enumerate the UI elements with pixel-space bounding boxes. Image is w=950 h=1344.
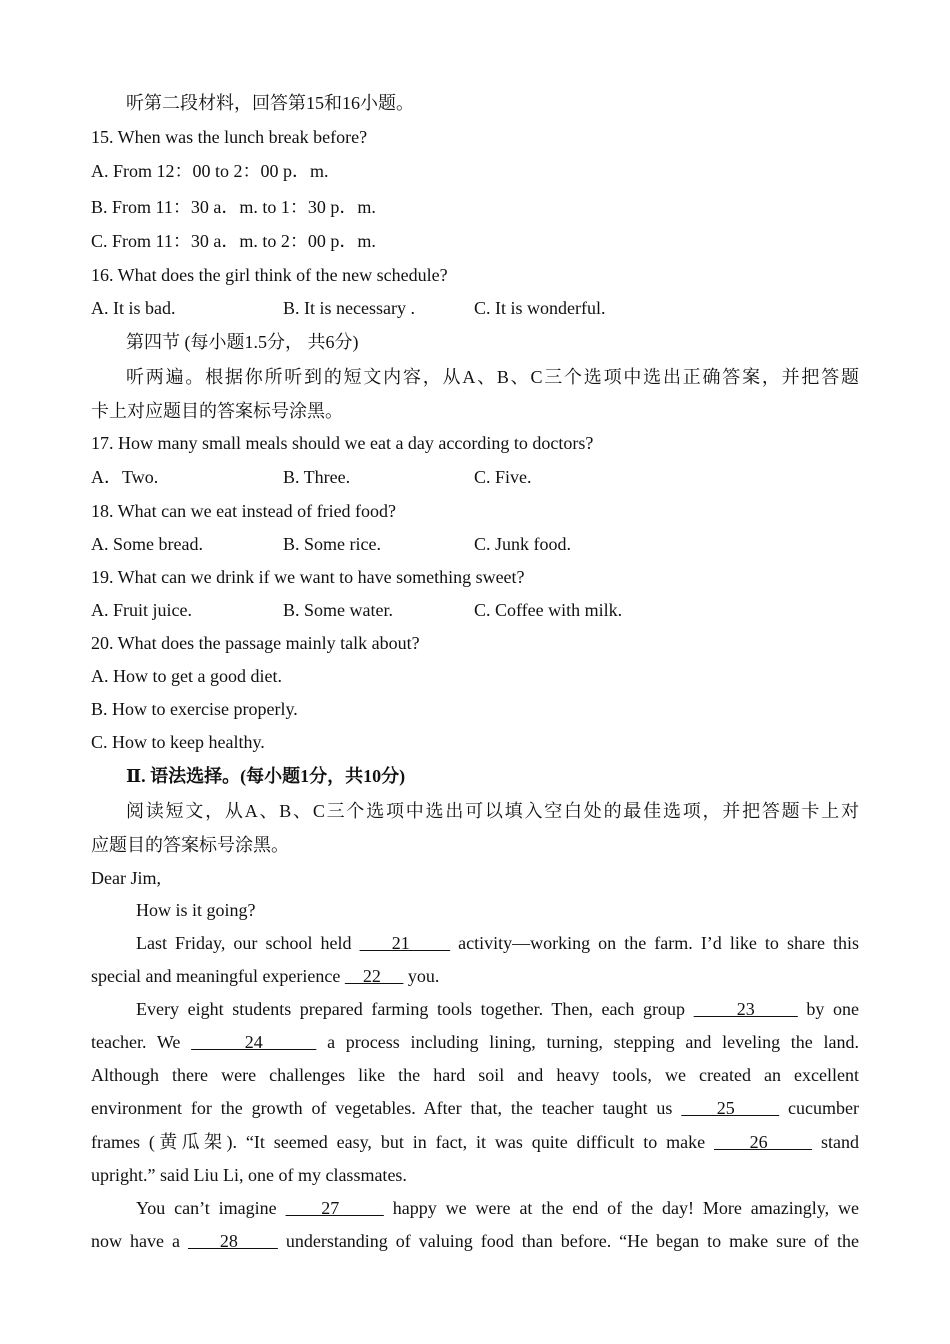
grammar-instruction-2: 应题目的答案标号涂黑。	[91, 835, 289, 855]
letter-para-2-line-1: Last Friday, our school held 21 activity—working on the farm. I’d like to share this	[136, 933, 860, 953]
q18-option-c: C. Junk food.	[474, 534, 572, 554]
q16-option-a: A. It is bad.	[91, 298, 176, 318]
question-19: 19. What can we drink if we want to have something sweet?	[91, 567, 525, 587]
letter-para-3-line-4: environment for the growth of vegetables. After that, the teacher taught us 25 cucumber	[91, 1098, 859, 1118]
letter-para-3-line-5: frames (黄瓜架). “It seemed easy, but in fact, it was quite difficult to make 26 stand	[91, 1132, 860, 1152]
letter-para-3-line-6: upright.” said Liu Li, one of my classmates.	[91, 1165, 407, 1185]
grammar-instruction-1: 阅读短文，从A、B、C三个选项中选出可以填入空白处的最佳选项，并把答题卡上对	[126, 801, 859, 821]
letter-para-2-line-2: special and meaningful experience 22 you.	[91, 966, 440, 986]
question-18: 18. What can we eat instead of fried food?	[91, 501, 397, 521]
question-17: 17. How many small meals should we eat a day according to doctors?	[91, 433, 594, 453]
q15-option-b: B. From 11：30 a．m. to 1：30 p．m.	[91, 197, 376, 217]
question-15: 15. When was the lunch break before?	[91, 127, 368, 147]
q20-option-b: B. How to exercise properly.	[91, 699, 298, 719]
blank-27: 27	[285, 1198, 384, 1218]
letter-salutation: Dear Jim,	[91, 868, 161, 888]
section4-title: 第四节 (每小题1.5分， 共6分)	[126, 332, 359, 352]
letter-para-4-line-2: now have a 28 understanding of valuing food than before. “He began to make sure of the	[91, 1231, 860, 1251]
q18-option-a: A. Some bread.	[91, 534, 203, 554]
q19-option-c: C. Coffee with milk.	[474, 600, 623, 620]
blank-26: 26	[714, 1132, 813, 1152]
q20-option-c: C. How to keep healthy.	[91, 732, 265, 752]
q16-option-b: B. It is necessary .	[283, 298, 415, 318]
blank-23: 23	[693, 999, 798, 1019]
section4-instruction-2: 卡上对应题目的答案标号涂黑。	[91, 401, 343, 421]
q19-option-b: B. Some water.	[283, 600, 393, 620]
letter-para-3-line-3: Although there were challenges like the hard soil and heavy tools, we created an excellent	[91, 1065, 859, 1085]
question-16: 16. What does the girl think of the new schedule?	[91, 265, 448, 285]
q19-option-a: A. Fruit juice.	[91, 600, 192, 620]
letter-para-3-line-2: teacher. We 24 a process including lining, turning, stepping and leveling the land.	[91, 1032, 859, 1052]
q17-option-b: B. Three.	[283, 467, 351, 487]
blank-24: 24	[191, 1032, 317, 1052]
q16-option-c: C. It is wonderful.	[474, 298, 606, 318]
blank-21: 21	[359, 933, 451, 953]
blank-28: 28	[187, 1231, 278, 1251]
section4-instruction-1: 听两遍。根据你所听到的短文内容，从A、B、C三个选项中选出正确答案，并把答题	[126, 367, 859, 387]
letter-para-3-line-1: Every eight students prepared farming tools together. Then, each group 23 by one	[136, 999, 860, 1019]
q17-option-c: C. Five.	[474, 467, 532, 487]
question-20: 20. What does the passage mainly talk about?	[91, 633, 420, 653]
section-intro: 听第二段材料，回答第15和16小题。	[126, 93, 414, 113]
letter-para-1: How is it going?	[136, 900, 256, 920]
q15-option-a: A. From 12：00 to 2：00 p．m.	[91, 161, 329, 181]
q18-option-b: B. Some rice.	[283, 534, 381, 554]
q17-option-a: A．Two.	[91, 467, 159, 487]
blank-25: 25	[681, 1098, 780, 1118]
grammar-title: Ⅱ. 语法选择。(每小题1分，共10分)	[126, 766, 406, 786]
letter-para-4-line-1: You can’t imagine 27 happy we were at the end of the day! More amazingly, we	[136, 1198, 859, 1218]
q15-option-c: C. From 11：30 a．m. to 2：00 p．m.	[91, 231, 376, 251]
blank-22: 22	[344, 966, 404, 986]
q20-option-a: A. How to get a good diet.	[91, 666, 282, 686]
